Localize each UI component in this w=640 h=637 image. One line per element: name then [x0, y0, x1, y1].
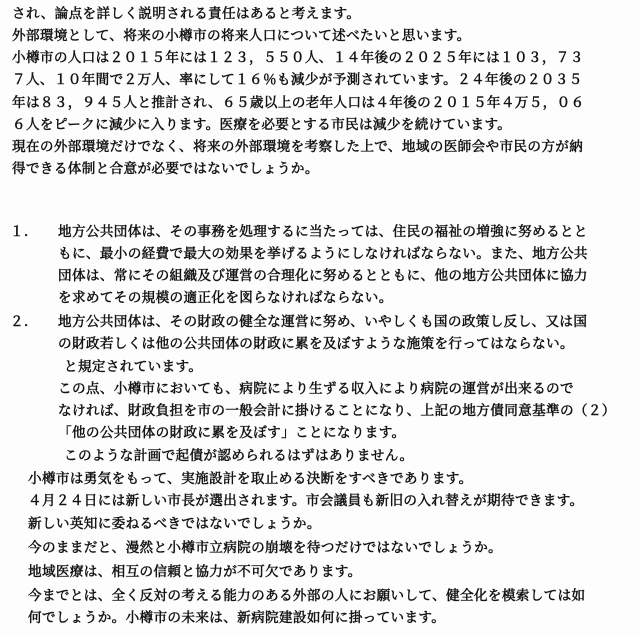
closing-line-1: と規定されています。: [64, 359, 203, 375]
clause-1-line-1: 地方公共団体は、その事務を処理するに当たっては、住民の福祉の増強に努めるとと: [58, 224, 588, 240]
closing-line-9: 今のままだと、漫然と小樽市立病院の崩壊を待つだけではないでしょうか。: [28, 540, 503, 556]
intro-line-1: され、論点を詳しく説明される責任はあると考えます。: [12, 6, 361, 22]
clause-2-line-2: の財政若しくは他の公共団体の財政に累を及ぼすような施策を行ってはならない。: [58, 336, 574, 352]
clause-1-line-2: もに、最小の経費で最大の効果を挙げるようにしなければならない。また、地方公共: [58, 246, 588, 262]
closing-line-4: 「他の公共団体の財政に累を及ぼす」ことになります。: [58, 425, 406, 441]
closing-line-2: この点、小樽市においても、病院により生ずる収入により病院の運営が出来るので: [58, 381, 574, 397]
closing-line-8: 新しい英知に委ねるべきではないでしょうか。: [28, 516, 321, 532]
intro-line-7: 現在の外部環境だけでなく、将来の外部環境を考察した上で、地域の医師会や市民の方が納: [12, 139, 584, 155]
clause-1-line-3: 団体は、常にその組織及び運営の合理化に努めるとともに、他の地方公共団体に協力: [58, 268, 588, 284]
closing-line-3: なければ、財政負担を市の一般会計に掛けることになり、上記の地方債同意基準の（２）: [58, 403, 616, 419]
closing-line-10: 地域医療は、相互の信頼と協力が不可欠であります。: [28, 564, 362, 580]
intro-line-3: 小樽市の人口は２０１５年には１２３，５５０人、１４年後の２０２５年には１０３，７３: [12, 50, 584, 66]
clause-2-number: ２．: [10, 314, 38, 330]
intro-line-8: 得できる体制と合意が必要ではないでしょうか。: [12, 161, 319, 177]
intro-line-5: 年は８３，９４５人と推計され、６５歳以上の老年人口は４年後の２０１５年４万５，０６: [12, 95, 585, 111]
closing-line-11: 今までとは、全く反対の考える能力のある外部の人にお願いして、健全化を模索しては如: [28, 588, 586, 604]
closing-line-12: 何でしょうか。小樽市の未来は、新病院建設如何に掛っています。: [28, 610, 446, 626]
closing-line-6: 小樽市は勇気をもって、実施設計を取止める決断をすべきであります。: [28, 471, 473, 487]
closing-line-7: ４月２４日には新しい市長が選出されます。市会議員も新旧の入れ替えが期待できます。: [28, 493, 584, 509]
clause-1-number: １．: [10, 224, 38, 240]
closing-line-5: このような計画で起債が認められるはずはありません。: [64, 448, 414, 464]
clause-1-line-4: を求めてその規模の適正化を図らなければならない。: [58, 290, 393, 306]
intro-line-2: 外部環境として、将来の小樽市の将来人口について述べたいと思います。: [12, 28, 471, 44]
intro-line-6: ６人をピークに減少に入ります。医療を必要とする市民は減少を続けています。: [12, 117, 512, 133]
intro-line-4: ７人、１０年間で２万人、率にして１６％も減少が予測されています。２４年後の２０３５: [12, 72, 583, 88]
clause-2-line-1: 地方公共団体は、その財政の健全な運営に努め、いやしくも国の政策し反し、又は国: [58, 314, 588, 330]
